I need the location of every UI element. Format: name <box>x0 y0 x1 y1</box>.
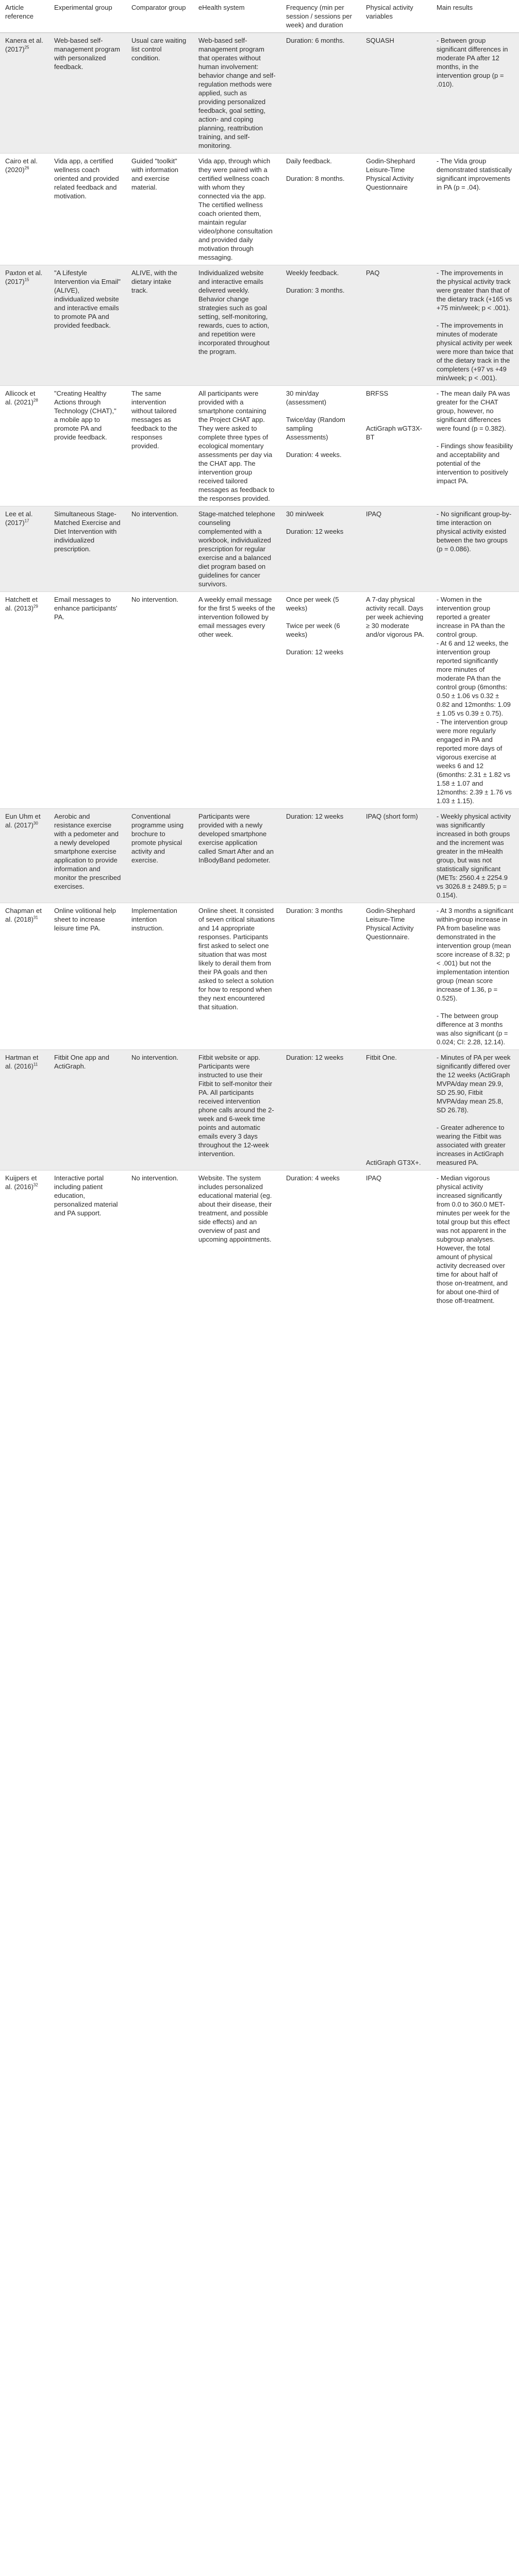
article-citation: Kanera et al. (2017) <box>5 37 43 53</box>
article-citation: Paxton et al. (2017) <box>5 269 43 285</box>
comparator-group-cell <box>126 903 193 1050</box>
variables-text: Godin-Shephard Leisure-Time Physical Activity Questionnaire. <box>366 907 415 941</box>
physical-activity-variables-cell <box>361 809 431 903</box>
results-text: - Median vigorous physical activity increased significantly from 0.0 to 360.0 MET-minutes per week for the total group but this effect was not apparent in the subgroup analyses. However, the total amount of physical activity decreased over time for about half of those on-treatment, and for about one-third of those off-treatment. <box>437 1174 510 1304</box>
article-reference-cell <box>0 154 49 265</box>
header-main-results: Main results <box>431 0 519 33</box>
frequency-cell <box>281 386 361 506</box>
experimental-group-cell <box>49 1171 126 1309</box>
frequency-text: 30 min/week Duration: 12 weeks <box>286 510 344 535</box>
comparator-group-cell <box>126 1171 193 1309</box>
ehealth-text: Fitbit website or app. Participants were instructed to use their Fitbit to self-monitor their PA. All participants received intervention phone calls around the 2-week and 6-week time points and automatic emails every 3 days throughout the 12-week intervention. <box>198 1054 274 1158</box>
header-article-reference: Article reference <box>0 0 49 33</box>
ehealth-system-cell <box>193 809 281 903</box>
reference-number: 17 <box>24 518 29 523</box>
reference-number: 32 <box>33 1182 38 1188</box>
ehealth-text: Website. The system includes personalized educational material (eg. about their disease, their treatment, and possible side effects) and an overview of past and upcoming appointments. <box>198 1174 272 1243</box>
experimental-text: Aerobic and resistance exercise with a pedometer and a newly developed smartphone exercise application to provide information and monitor the prescribed exercises. <box>54 812 121 890</box>
article-citation: Allicock et al. (2021) <box>5 389 36 406</box>
experimental-group-cell <box>49 154 126 265</box>
ehealth-system-cell <box>193 1050 281 1171</box>
table-row <box>0 386 519 506</box>
reference-number: 28 <box>33 398 38 403</box>
table-row <box>0 154 519 265</box>
results-text: - The mean daily PA was greater for the CHAT group, however, no significant differences were found (p = 0.382). - Findings show feasibility and acceptability and potential of the intervention to positively impact PA. <box>437 389 513 485</box>
reference-number: 29 <box>33 604 38 609</box>
variables-text: SQUASH <box>366 37 394 44</box>
frequency-text: Duration: 12 weeks <box>286 812 344 820</box>
reference-number: 31 <box>33 915 38 920</box>
comparator-text: Conventional programme using brochure to promote physical activity and exercise. <box>131 812 184 864</box>
comparator-group-cell <box>126 809 193 903</box>
frequency-text: 30 min/day (assessment) Twice/day (Random sampling Assessments) Duration: 4 weeks. <box>286 389 345 459</box>
results-text: - Women in the intervention group reported a greater increase in PA than the control group. - At 6 and 12 weeks, the intervention group reported significantly more minutes of moderate PA than the control group (6months: 0.50 ± 1.06 vs 0.32 ± 0.82 and 12months: 1.09 ± 1.05 vs 0.39 ± 0.75). - The intervention group were more regularly engaged in PA and reported more days of vigorous exercise at weeks 6 and 12 (6months: 2.31 ± 1.82 vs 1.58 ± 1.07 and 12months: 2.39 ± 1.76 vs 1.03 ± 1.15). <box>437 596 512 805</box>
frequency-cell <box>281 809 361 903</box>
ehealth-system-cell <box>193 1171 281 1309</box>
comparator-text: The same intervention without tailored messages as feedback to the responses provided. <box>131 389 177 450</box>
ehealth-text: Vida app, through which they were paired with a certified wellness coach with whom they connected via the app. The certified wellness coach oriented them, maintain regular video/phone consultation and provided daily motivation through messaging. <box>198 157 273 261</box>
results-text: - The Vida group demonstrated statistically significant improvements in PA (p = .04). <box>437 157 512 191</box>
table-body <box>0 33 519 1309</box>
article-citation: Eun Uhm et al. (2017) <box>5 812 41 829</box>
main-results-cell <box>431 1171 519 1309</box>
table-header-row <box>0 0 519 33</box>
ehealth-text: Individualized website and interactive emails delivered weekly. Behavior change strategies such as goal setting, self-monitoring, rewards, cues to action, and repetition were incorporated throughout the program. <box>198 269 270 355</box>
article-reference-cell <box>0 265 49 386</box>
ehealth-text: Participants were provided with a newly developed smartphone exercise application called Smart After and an InBodyBand pedometer. <box>198 812 274 864</box>
experimental-text: Simultaneous Stage-Matched Exercise and Diet Intervention with individualized prescription. <box>54 510 121 553</box>
ehealth-system-cell <box>193 33 281 154</box>
physical-activity-variables-cell <box>361 506 431 592</box>
experimental-text: Email messages to enhance participants' PA. <box>54 596 118 621</box>
comparator-group-cell <box>126 386 193 506</box>
reference-number: 25 <box>24 45 29 50</box>
frequency-text: Daily feedback. Duration: 8 months. <box>286 157 345 182</box>
main-results-cell <box>431 506 519 592</box>
experimental-text: Interactive portal including patient education, personalized material and PA support. <box>54 1174 118 1217</box>
main-results-cell <box>431 154 519 265</box>
variables-text: Fitbit One. ActiGraph GT3X+. <box>366 1054 421 1166</box>
reference-number: 30 <box>33 821 38 826</box>
experimental-text: Online volitional help sheet to increase leisure time PA. <box>54 907 116 932</box>
comparator-text: No intervention. <box>131 1054 179 1061</box>
comparator-text: No intervention. <box>131 1174 179 1182</box>
article-citation: Cairo et al. (2020) <box>5 157 38 174</box>
main-results-cell <box>431 33 519 154</box>
frequency-cell <box>281 265 361 386</box>
table-row <box>0 809 519 903</box>
comparator-group-cell <box>126 592 193 809</box>
reference-number: 26 <box>24 165 29 171</box>
results-text: - No significant group-by-time interaction on physical activity existed between the two groups (p = 0.086). <box>437 510 512 553</box>
comparator-text: Implementation intention instruction. <box>131 907 177 932</box>
comparator-text: ALIVE, with the dietary intake track. <box>131 269 177 294</box>
table-row <box>0 33 519 154</box>
comparator-text: No intervention. <box>131 596 179 603</box>
physical-activity-variables-cell <box>361 592 431 809</box>
frequency-text: Weekly feedback. Duration: 3 months. <box>286 269 345 294</box>
main-results-cell <box>431 386 519 506</box>
article-reference-cell <box>0 1050 49 1171</box>
physical-activity-variables-cell <box>361 33 431 154</box>
results-text: - The improvements in the physical activity track were greater than that of the dietary track (+165 vs +75 min/week; p < .001). - The improvements in minutes of moderate physical activity per week were more than twice that of the dietary track in the completers (+97 vs +49 min/week; p < .001). <box>437 269 513 382</box>
ehealth-text: All participants were provided with a smartphone containing the Project CHAT app. They were asked to complete three types of ecological momentary assessments per day via the CHAT app. The intervention group received tailored messages as feedback to the responses provided. <box>198 389 275 502</box>
header-comparator-group: Comparator group <box>126 0 193 33</box>
experimental-text: "Creating Healthy Actions through Technology (CHAT)," a mobile app to promote PA and provide feedback. <box>54 389 116 441</box>
variables-text: IPAQ <box>366 510 382 518</box>
article-reference-cell <box>0 506 49 592</box>
variables-text: BRFSS ActiGraph wGT3X-BT <box>366 389 423 441</box>
article-reference-cell <box>0 809 49 903</box>
header-physical-activity-variables: Physical activity variables <box>361 0 431 33</box>
comparator-group-cell <box>126 1050 193 1171</box>
frequency-cell <box>281 506 361 592</box>
ehealth-system-cell <box>193 903 281 1050</box>
ehealth-text: A weekly email message for the first 5 weeks of the intervention followed by email messages every other week. <box>198 596 275 638</box>
article-citation: Hatchett et al. (2013) <box>5 596 38 612</box>
results-text: - Between group significant differences in moderate PA after 12 months, in the intervention group (p = .010). <box>437 37 508 88</box>
main-results-cell <box>431 809 519 903</box>
physical-activity-variables-cell <box>361 1171 431 1309</box>
article-reference-cell <box>0 903 49 1050</box>
frequency-text: Once per week (5 weeks) Twice per week (6 weeks) Duration: 12 weeks <box>286 596 344 656</box>
article-citation: Lee et al. (2017) <box>5 510 33 527</box>
ehealth-system-cell <box>193 592 281 809</box>
frequency-text: Duration: 12 weeks <box>286 1054 344 1061</box>
ehealth-text: Stage-matched telephone counseling complemented with a workbook, individualized prescription for regular exercise and a balanced diet program based on guidelines for cancer survivors. <box>198 510 275 588</box>
article-reference-cell <box>0 1171 49 1309</box>
main-results-cell <box>431 1050 519 1171</box>
results-text: - At 3 months a significant within-group increase in PA from baseline was demonstrated in the intervention group (mean score increase of 8.32; p < .001) but not the implementation intention group (mean score increase of 1.36, p = 0.525). - The between group difference at 3 months was also significant (p = 0.024; CI: 2.28, 12.14). <box>437 907 513 1046</box>
table-row <box>0 265 519 386</box>
physical-activity-variables-cell <box>361 154 431 265</box>
reference-number: 11 <box>33 1062 38 1067</box>
frequency-cell <box>281 592 361 809</box>
table-row <box>0 1171 519 1309</box>
experimental-text: Fitbit One app and ActiGraph. <box>54 1054 109 1070</box>
frequency-cell <box>281 1050 361 1171</box>
experimental-text: "A Lifestyle Intervention via Email" (ALIVE), individualized website and interactive emails to promote PA and provided feedback. <box>54 269 121 329</box>
experimental-group-cell <box>49 592 126 809</box>
reference-number: 15 <box>24 277 29 282</box>
article-reference-cell <box>0 33 49 154</box>
table-row <box>0 903 519 1050</box>
ehealth-text: Web-based self-management program that operates without human involvement: behavior change and self-regulation methods were applied, such as providing personalized feedback, goal setting, action- and coping planning, reattribution training, and self-monitoring. <box>198 37 276 149</box>
frequency-text: Duration: 4 weeks <box>286 1174 340 1182</box>
table-row <box>0 1050 519 1171</box>
results-text: - Minutes of PA per week significantly differed over the 12 weeks (ActiGraph MVPA/day mean 29.9, SD 25.90, Fitbit MVPA/day mean 25.8, SD 26.78). - Greater adherence to wearing the Fitbit was associated with greater increases in ActiGraph measured PA. <box>437 1054 511 1166</box>
variables-text: PAQ <box>366 269 380 277</box>
ehealth-system-cell <box>193 265 281 386</box>
experimental-group-cell <box>49 903 126 1050</box>
variables-text: IPAQ <box>366 1174 382 1182</box>
frequency-cell <box>281 903 361 1050</box>
ehealth-system-cell <box>193 386 281 506</box>
experimental-group-cell <box>49 33 126 154</box>
frequency-text: Duration: 6 months. <box>286 37 345 44</box>
header-frequency: Frequency (min per session / sessions per week) and duration <box>281 0 361 33</box>
experimental-group-cell <box>49 506 126 592</box>
experimental-group-cell <box>49 386 126 506</box>
main-results-cell <box>431 592 519 809</box>
comparator-group-cell <box>126 506 193 592</box>
experimental-group-cell <box>49 1050 126 1171</box>
table-row <box>0 592 519 809</box>
ehealth-system-cell <box>193 506 281 592</box>
article-citation: Kuijpers et al. (2016) <box>5 1174 37 1191</box>
experimental-group-cell <box>49 809 126 903</box>
main-results-cell <box>431 265 519 386</box>
physical-activity-variables-cell <box>361 1050 431 1171</box>
variables-text: A 7-day physical activity recall. Days per week achieving ≥ 30 moderate and/or vigorous PA. <box>366 596 425 638</box>
physical-activity-variables-cell <box>361 265 431 386</box>
physical-activity-variables-cell <box>361 903 431 1050</box>
comparator-group-cell <box>126 265 193 386</box>
physical-activity-variables-cell <box>361 386 431 506</box>
article-citation: Chapman et al. (2018) <box>5 907 42 923</box>
table-row <box>0 506 519 592</box>
experimental-group-cell <box>49 265 126 386</box>
frequency-cell <box>281 1171 361 1309</box>
article-reference-cell <box>0 592 49 809</box>
experimental-text: Web-based self-management program with personalized feedback. <box>54 37 120 71</box>
header-ehealth-system: eHealth system <box>193 0 281 33</box>
ehealth-system-cell <box>193 154 281 265</box>
article-reference-cell <box>0 386 49 506</box>
results-text: - Weekly physical activity was significantly increased in both groups and the increment was greater in the mHealth group, but was not statistically significant (METs: 2560.4 ± 2254.9 vs 3026.8 ± 2489.5; p = 0.154). <box>437 812 511 899</box>
experimental-text: Vida app, a certified wellness coach oriented and provided related feedback and motivation. <box>54 157 119 200</box>
header-experimental-group: Experimental group <box>49 0 126 33</box>
comparator-group-cell <box>126 154 193 265</box>
comparator-text: Usual care waiting list control condition. <box>131 37 187 62</box>
ehealth-text: Online sheet. It consisted of seven critical situations and 14 appropriate responses. Participants first asked to select one situation that was most likely to derail them from their PA goals and then asked to select a solution for how to respond when they next encountered that situation. <box>198 907 275 1011</box>
article-citation: Hartman et al. (2016) <box>5 1054 39 1070</box>
variables-text: Godin-Shephard Leisure-Time Physical Activity Questionnaire <box>366 157 415 191</box>
comparator-text: No intervention. <box>131 510 179 518</box>
comparator-group-cell <box>126 33 193 154</box>
frequency-text: Duration: 3 months <box>286 907 343 914</box>
variables-text: IPAQ (short form) <box>366 812 418 820</box>
frequency-cell <box>281 154 361 265</box>
main-results-cell <box>431 903 519 1050</box>
comparator-text: Guided "toolkit" with information and exercise material. <box>131 157 179 191</box>
frequency-cell <box>281 33 361 154</box>
